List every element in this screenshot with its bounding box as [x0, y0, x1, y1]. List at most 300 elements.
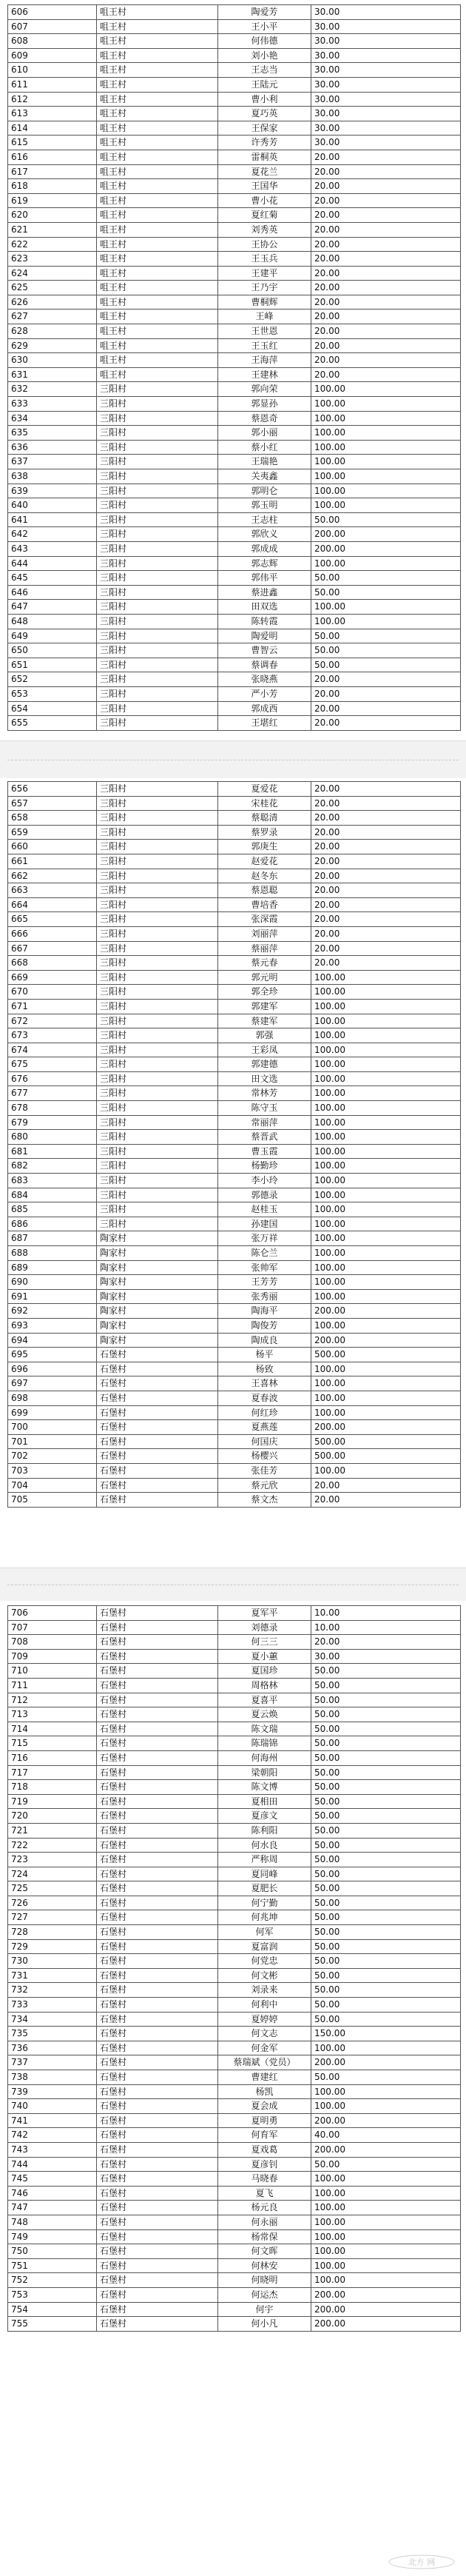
row-number: 694	[8, 1333, 97, 1348]
donation-amount: 100.00	[311, 469, 461, 484]
site-watermark-logo	[388, 2554, 456, 2570]
row-number: 673	[8, 1028, 97, 1043]
table-row	[8, 2201, 461, 2215]
table-row	[8, 2244, 461, 2259]
row-number: 671	[8, 999, 97, 1014]
donation-amount: 100.00	[311, 2041, 461, 2055]
donor-name: 蔡小红	[218, 440, 311, 455]
table-row	[8, 2186, 461, 2201]
donation-amount: 30.00	[311, 63, 461, 78]
table-row	[8, 324, 461, 339]
donor-name: 陈瑞锦	[218, 1736, 311, 1751]
donation-amount: 100.00	[311, 1159, 461, 1174]
row-number: 743	[8, 2142, 97, 2157]
row-number: 693	[8, 1318, 97, 1333]
donor-name: 陶成良	[218, 1333, 311, 1348]
row-number: 634	[8, 411, 97, 426]
table-row	[8, 2070, 461, 2085]
table-row	[8, 281, 461, 295]
table-row	[8, 179, 461, 194]
village-name: 石堡村	[97, 2027, 218, 2041]
row-number: 623	[8, 252, 97, 267]
donation-amount: 20.00	[311, 222, 461, 237]
table-row	[8, 1304, 461, 1319]
table-row	[8, 883, 461, 898]
donor-name: 何宇	[218, 2302, 311, 2317]
donation-amount: 100.00	[311, 600, 461, 615]
table-row	[8, 796, 461, 811]
donor-name: 王玉兵	[218, 252, 311, 267]
donor-name: 何永丽	[218, 2215, 311, 2229]
donor-name: 王保家	[218, 121, 311, 136]
village-name: 三阳村	[97, 498, 218, 513]
watermark-text: 北方 网	[408, 2557, 436, 2567]
row-number: 713	[8, 1707, 97, 1722]
village-name: 三阳村	[97, 1014, 218, 1028]
table-row	[8, 1028, 461, 1043]
village-name: 石堡村	[97, 1348, 218, 1362]
donation-amount: 50.00	[311, 1939, 461, 1954]
donation-amount: 100.00	[311, 2258, 461, 2273]
row-number: 702	[8, 1449, 97, 1464]
row-number: 669	[8, 970, 97, 985]
row-number: 619	[8, 193, 97, 208]
row-number: 645	[8, 571, 97, 586]
donor-name: 蔡调春	[218, 658, 311, 672]
donor-name: 何国庆	[218, 1434, 311, 1449]
donor-name: 何利中	[218, 1998, 311, 2013]
village-name: 三阳村	[97, 411, 218, 426]
donation-amount: 20.00	[311, 1478, 461, 1493]
donation-amount: 100.00	[311, 556, 461, 571]
village-name: 陶家村	[97, 1289, 218, 1304]
village-name: 三阳村	[97, 897, 218, 912]
row-number: 670	[8, 985, 97, 1000]
table-row	[8, 1376, 461, 1391]
donor-name: 夏彦文	[218, 1809, 311, 1824]
village-name: 石堡村	[97, 1434, 218, 1449]
donor-name: 夏云焕	[218, 1707, 311, 1722]
donor-name: 张万祥	[218, 1231, 311, 1246]
village-name: 石堡村	[97, 2273, 218, 2288]
donor-name: 夏燕莲	[218, 1420, 311, 1435]
donation-amount: 100.00	[311, 2215, 461, 2229]
table-row	[8, 2172, 461, 2187]
row-number: 682	[8, 1159, 97, 1174]
village-name: 咀王村	[97, 266, 218, 281]
village-name: 咀王村	[97, 324, 218, 339]
row-number: 730	[8, 1954, 97, 1969]
row-number: 731	[8, 1968, 97, 1983]
row-number: 732	[8, 1983, 97, 1998]
row-number: 655	[8, 716, 97, 731]
donor-name: 刘德录	[218, 1620, 311, 1635]
village-name: 三阳村	[97, 658, 218, 672]
donation-amount: 50.00	[311, 512, 461, 527]
donation-amount: 20.00	[311, 840, 461, 854]
row-number: 662	[8, 869, 97, 883]
donation-amount: 100.00	[311, 1071, 461, 1086]
village-name: 咀王村	[97, 367, 218, 382]
row-number: 701	[8, 1434, 97, 1449]
donation-amount: 100.00	[311, 1014, 461, 1028]
donor-name: 杨凯	[218, 2084, 311, 2099]
table-row	[8, 150, 461, 164]
village-name: 三阳村	[97, 782, 218, 797]
donation-amount: 20.00	[311, 252, 461, 267]
donation-amount: 30.00	[311, 5, 461, 20]
table-row	[8, 1896, 461, 1910]
donation-amount: 30.00	[311, 34, 461, 49]
watermark-logo-icon	[388, 2554, 456, 2570]
row-number: 750	[8, 2244, 97, 2259]
donation-amount: 200.00	[311, 2055, 461, 2070]
row-number: 631	[8, 367, 97, 382]
row-number: 613	[8, 107, 97, 121]
village-name: 三阳村	[97, 1101, 218, 1116]
table-row	[8, 411, 461, 426]
row-number: 689	[8, 1260, 97, 1275]
donation-amount: 200.00	[311, 2302, 461, 2317]
row-number: 752	[8, 2273, 97, 2288]
village-name: 三阳村	[97, 912, 218, 927]
village-name: 咀王村	[97, 121, 218, 136]
row-number: 738	[8, 2070, 97, 2085]
village-name: 石堡村	[97, 1693, 218, 1707]
donation-amount: 100.00	[311, 1086, 461, 1101]
donor-name: 郭玉明	[218, 498, 311, 513]
table-row	[8, 208, 461, 223]
village-name: 三阳村	[97, 541, 218, 556]
donor-name: 何文志	[218, 2027, 311, 2041]
donation-amount: 50.00	[311, 1722, 461, 1736]
row-number: 705	[8, 1493, 97, 1508]
donor-name: 蔡进鑫	[218, 585, 311, 600]
row-number: 684	[8, 1188, 97, 1202]
donor-name: 张帅军	[218, 1260, 311, 1275]
village-name: 三阳村	[97, 1071, 218, 1086]
donor-name: 王彩凤	[218, 1043, 311, 1057]
table-row	[8, 897, 461, 912]
row-number: 629	[8, 338, 97, 353]
village-name: 石堡村	[97, 2287, 218, 2302]
table-row	[8, 1086, 461, 1101]
table-row	[8, 1910, 461, 1925]
row-number: 686	[8, 1217, 97, 1231]
village-name: 三阳村	[97, 1159, 218, 1174]
village-name: 陶家村	[97, 1275, 218, 1290]
donor-name: 夏戏葛	[218, 2142, 311, 2157]
village-name: 三阳村	[97, 926, 218, 941]
donation-amount: 100.00	[311, 1115, 461, 1130]
donor-name: 曹桐辉	[218, 295, 311, 310]
table-row	[8, 869, 461, 883]
row-number: 687	[8, 1231, 97, 1246]
donor-name: 陈转霞	[218, 614, 311, 629]
donation-amount: 50.00	[311, 1664, 461, 1679]
donor-name: 夏婷婷	[218, 2012, 311, 2027]
donation-amount: 20.00	[311, 193, 461, 208]
table-row	[8, 571, 461, 586]
donor-name: 夏国珍	[218, 1664, 311, 1679]
table-row	[8, 541, 461, 556]
donor-name: 刘录来	[218, 1983, 311, 1998]
village-name: 三阳村	[97, 956, 218, 971]
donor-name: 郭明仑	[218, 484, 311, 498]
row-number: 706	[8, 1606, 97, 1621]
donor-name: 王陆元	[218, 77, 311, 92]
village-name: 石堡村	[97, 1664, 218, 1679]
village-name: 石堡村	[97, 1722, 218, 1736]
donation-amount: 20.00	[311, 338, 461, 353]
table-row	[8, 2287, 461, 2302]
donation-amount: 20.00	[311, 782, 461, 797]
row-number: 635	[8, 426, 97, 441]
row-number: 639	[8, 484, 97, 498]
village-name: 石堡村	[97, 1968, 218, 1983]
donor-name: 蔡瑞斌（党员）	[218, 2055, 311, 2070]
page-break-2	[0, 1568, 466, 1602]
village-name: 石堡村	[97, 1998, 218, 2013]
village-name: 石堡村	[97, 1794, 218, 1809]
village-name: 三阳村	[97, 585, 218, 600]
table-row	[8, 1722, 461, 1736]
table-row	[8, 107, 461, 121]
donation-amount: 50.00	[311, 1910, 461, 1925]
table-row	[8, 629, 461, 643]
village-name: 陶家村	[97, 1333, 218, 1348]
table-row	[8, 1765, 461, 1780]
donor-name: 夏会成	[218, 2099, 311, 2114]
row-number: 748	[8, 2215, 97, 2229]
donation-amount: 100.00	[311, 999, 461, 1014]
table-row	[8, 1939, 461, 1954]
donation-amount: 100.00	[311, 426, 461, 441]
village-name: 石堡村	[97, 1939, 218, 1954]
village-name: 咀王村	[97, 252, 218, 267]
row-number: 664	[8, 897, 97, 912]
donor-name: 杨致	[218, 1362, 311, 1376]
table-row	[8, 397, 461, 412]
table-row	[8, 1478, 461, 1493]
donor-name: 何林安	[218, 2258, 311, 2273]
row-number: 717	[8, 1765, 97, 1780]
donation-amount: 20.00	[311, 912, 461, 927]
donor-name: 田双选	[218, 600, 311, 615]
village-name: 三阳村	[97, 883, 218, 898]
donor-name: 何红珍	[218, 1405, 311, 1420]
row-number: 749	[8, 2229, 97, 2244]
row-number: 739	[8, 2084, 97, 2099]
donor-name: 何育军	[218, 2128, 311, 2143]
village-name: 石堡村	[97, 1391, 218, 1405]
village-name: 石堡村	[97, 2084, 218, 2099]
donation-amount: 100.00	[311, 1202, 461, 1217]
table-row	[8, 600, 461, 615]
row-number: 728	[8, 1925, 97, 1940]
donor-name: 张晓燕	[218, 672, 311, 687]
table-row	[8, 440, 461, 455]
donation-amount: 20.00	[311, 295, 461, 310]
row-number: 647	[8, 600, 97, 615]
donor-name: 郭志辉	[218, 556, 311, 571]
donation-amount: 200.00	[311, 2142, 461, 2157]
donation-amount: 50.00	[311, 1809, 461, 1824]
donor-name: 蔡元欣	[218, 1478, 311, 1493]
village-name: 三阳村	[97, 629, 218, 643]
table-row	[8, 1983, 461, 1998]
donor-name: 王国华	[218, 179, 311, 194]
donation-amount: 100.00	[311, 2229, 461, 2244]
page-break-1	[0, 740, 466, 779]
table-row	[8, 338, 461, 353]
village-name: 咀王村	[97, 19, 218, 34]
donation-amount: 100.00	[311, 1246, 461, 1261]
row-number: 721	[8, 1823, 97, 1838]
village-name: 三阳村	[97, 1028, 218, 1043]
donation-amount: 20.00	[311, 716, 461, 731]
donation-amount: 50.00	[311, 1780, 461, 1795]
donor-name: 郭建军	[218, 999, 311, 1014]
table-row	[8, 498, 461, 513]
row-number: 614	[8, 121, 97, 136]
donation-amount: 100.00	[311, 1144, 461, 1159]
village-name: 三阳村	[97, 1188, 218, 1202]
table-row	[8, 19, 461, 34]
table-row	[8, 2258, 461, 2273]
row-number: 755	[8, 2317, 97, 2332]
donation-amount: 20.00	[311, 367, 461, 382]
row-number: 744	[8, 2157, 97, 2172]
table-row	[8, 1867, 461, 1881]
row-number: 690	[8, 1275, 97, 1290]
donor-name: 郭元明	[218, 970, 311, 985]
donor-name: 夏春波	[218, 1391, 311, 1405]
row-number: 741	[8, 2113, 97, 2128]
donation-amount: 100.00	[311, 1275, 461, 1290]
donation-amount: 100.00	[311, 484, 461, 498]
village-name: 咀王村	[97, 107, 218, 121]
donation-amount: 100.00	[311, 2244, 461, 2259]
donation-amount: 20.00	[311, 941, 461, 956]
village-name: 咀王村	[97, 34, 218, 49]
row-number: 700	[8, 1420, 97, 1435]
table-row	[8, 1635, 461, 1650]
donation-amount: 100.00	[311, 2172, 461, 2187]
row-number: 621	[8, 222, 97, 237]
donation-amount: 50.00	[311, 1881, 461, 1896]
village-name: 石堡村	[97, 2157, 218, 2172]
donation-amount: 20.00	[311, 956, 461, 971]
donation-amount: 50.00	[311, 658, 461, 672]
table-row	[8, 1246, 461, 1261]
row-number: 672	[8, 1014, 97, 1028]
donation-amount: 50.00	[311, 2012, 461, 2027]
village-name: 三阳村	[97, 941, 218, 956]
donation-amount: 50.00	[311, 1707, 461, 1722]
row-number: 692	[8, 1304, 97, 1319]
donor-name: 夏军平	[218, 1606, 311, 1621]
table-row	[8, 2317, 461, 2332]
donation-amount: 20.00	[311, 869, 461, 883]
table-row	[8, 1881, 461, 1896]
village-name: 三阳村	[97, 1043, 218, 1057]
row-number: 715	[8, 1736, 97, 1751]
village-name: 石堡村	[97, 1881, 218, 1896]
donor-name: 何小凡	[218, 2317, 311, 2332]
table-row	[8, 1405, 461, 1420]
donation-amount: 50.00	[311, 1750, 461, 1765]
row-number: 691	[8, 1289, 97, 1304]
village-name: 三阳村	[97, 869, 218, 883]
donor-name: 陶爱芳	[218, 5, 311, 20]
row-number: 704	[8, 1478, 97, 1493]
donation-amount: 30.00	[311, 48, 461, 63]
donation-amount: 10.00	[311, 1620, 461, 1635]
donor-name: 郭庚生	[218, 840, 311, 854]
village-name: 陶家村	[97, 1318, 218, 1333]
row-number: 630	[8, 353, 97, 368]
donor-name: 曹智云	[218, 643, 311, 658]
table-row	[8, 556, 461, 571]
donation-amount: 20.00	[311, 1493, 461, 1508]
table-row	[8, 92, 461, 107]
donor-name: 许秀芳	[218, 136, 311, 150]
donor-name: 蔡聪清	[218, 811, 311, 826]
village-name: 陶家村	[97, 1246, 218, 1261]
donor-name: 何海州	[218, 1750, 311, 1765]
village-name: 石堡村	[97, 1780, 218, 1795]
donation-amount: 200.00	[311, 1333, 461, 1348]
donation-amount: 100.00	[311, 1318, 461, 1333]
village-name: 石堡村	[97, 2258, 218, 2273]
table-row	[8, 1130, 461, 1145]
row-number: 724	[8, 1867, 97, 1881]
donation-amount: 20.00	[311, 825, 461, 840]
donor-name: 曹玉霞	[218, 1144, 311, 1159]
row-number: 622	[8, 237, 97, 252]
row-number: 658	[8, 811, 97, 826]
donor-name: 王志当	[218, 63, 311, 78]
donor-name: 杨平	[218, 1348, 311, 1362]
donor-name: 郭伟平	[218, 571, 311, 586]
table-row	[8, 77, 461, 92]
table-row	[8, 2302, 461, 2317]
donation-amount: 20.00	[311, 281, 461, 295]
row-number: 612	[8, 92, 97, 107]
row-number: 633	[8, 397, 97, 412]
village-name: 石堡村	[97, 1910, 218, 1925]
row-number: 688	[8, 1246, 97, 1261]
donor-name: 夏相田	[218, 1794, 311, 1809]
donor-name: 关夷鑫	[218, 469, 311, 484]
row-number: 719	[8, 1794, 97, 1809]
row-number: 667	[8, 941, 97, 956]
row-number: 697	[8, 1376, 97, 1391]
donor-name: 梁朝阳	[218, 1765, 311, 1780]
table-row	[8, 2099, 461, 2114]
donor-name: 夏彦钊	[218, 2157, 311, 2172]
donor-name: 常丽萍	[218, 1115, 311, 1130]
donor-name: 孙建国	[218, 1217, 311, 1231]
donation-amount: 100.00	[311, 1057, 461, 1072]
table-row	[8, 854, 461, 869]
table-row	[8, 585, 461, 600]
village-name: 石堡村	[97, 2142, 218, 2157]
village-name: 三阳村	[97, 854, 218, 869]
table-row	[8, 999, 461, 1014]
village-name: 三阳村	[97, 825, 218, 840]
